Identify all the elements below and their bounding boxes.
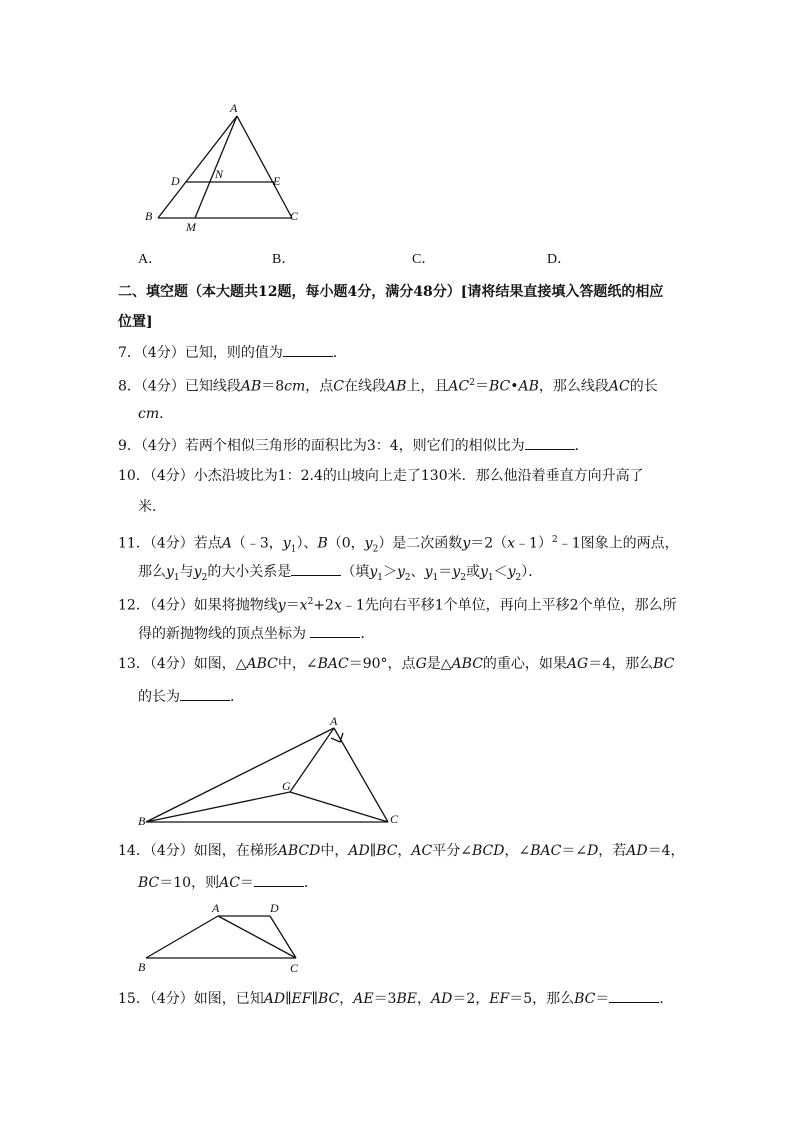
label-a: A: [212, 901, 220, 915]
figure-triangle-ade: [140, 98, 310, 238]
question-14-line1: 14．（4分）如图，在梯形ABCD中，AD∥BC，AC平分∠BCD，∠BAC＝∠D，若AD＝4，: [118, 843, 685, 859]
label-d: D: [270, 901, 279, 915]
answer-blank: [254, 872, 304, 887]
figure-trapezoid: [132, 896, 312, 978]
question-13-line2: 的长为 ．: [138, 686, 698, 707]
question-10-line2: 米．: [138, 499, 166, 515]
question-13-line1: 13．（4分）如图，△ABC中，∠BAC＝90°，点G是△ABC的重心，如果AG＝4，那么BC: [118, 656, 675, 672]
question-8-line1: 8．（4分）已知线段AB＝8cm，点C在线段AB上，且$AC^2=BC•AB$，那么线段AC的长: [118, 378, 658, 395]
answer-blank: [291, 561, 341, 576]
question-11-line1: 11．（4分）若点A（﹣3，$y_1$）、B（0，$y_2$）是二次函数y＝2（x﹣1）$^2$﹣1图象上的两点，: [118, 535, 679, 555]
question-12-line2: 得的新抛物线的顶点坐标为 ．: [138, 623, 698, 644]
label-e: E: [273, 174, 281, 188]
choice-d: D．: [547, 252, 572, 267]
answer-blank: [180, 686, 230, 701]
label-g: G: [282, 779, 291, 793]
question-15: 15．（4分）如图，已知AD∥EF∥BC，AE＝3BE，AD＝2，EF＝5，那么BC＝ ．: [118, 988, 678, 1009]
label-c: C: [290, 961, 299, 975]
label-m: M: [186, 220, 196, 234]
answer-blank: [609, 988, 659, 1003]
question-8-line2: cm．: [138, 406, 174, 422]
label-a: A: [230, 101, 238, 115]
label-b: B: [138, 960, 146, 974]
label-b: B: [145, 209, 153, 223]
label-c: C: [290, 209, 299, 223]
question-11-line2: 那么$y_1$与$y_2$的大小关系是 （填$y_1>y_2$、$y_1=y_2$或$y_1<y_2$）．: [138, 561, 698, 588]
answer-blank: [310, 623, 360, 638]
label-b: B: [138, 814, 146, 828]
question-10-line1: 10．（4分）小杰沿坡比为1：2.4的山坡向上走了130米．那么他沿着垂直方向升高了: [118, 468, 644, 484]
section-title-line1: 二、填空题（本大题共12题，每小题4分，满分48分）[请将结果直接填入答题纸的相应: [118, 284, 664, 300]
answer-blank: [283, 342, 333, 357]
question-7: 7．（4分）已知，则的值为 ．: [118, 342, 678, 363]
choice-a: A．: [138, 252, 163, 267]
label-c: C: [390, 812, 399, 826]
choice-c: C．: [412, 252, 436, 267]
question-12-line1: 12．（4分）如果将抛物线$y=x^2+2x﹣1$先向右平移1个单位，再向上平移2个单位，那么所: [118, 597, 677, 614]
question-9: 9．（4分）若两个相似三角形的面积比为3：4，则它们的相似比为 ．: [118, 435, 678, 456]
label-a: A: [330, 714, 338, 728]
label-n: N: [215, 167, 224, 181]
figure-right-triangle-centroid: [130, 712, 410, 832]
choice-b: B．: [272, 252, 296, 267]
section-title-line2: 位置]: [118, 314, 153, 330]
question-14-line2: BC＝10，则AC＝ ．: [138, 872, 698, 893]
answer-blank: [525, 435, 575, 450]
label-d: D: [171, 174, 180, 188]
